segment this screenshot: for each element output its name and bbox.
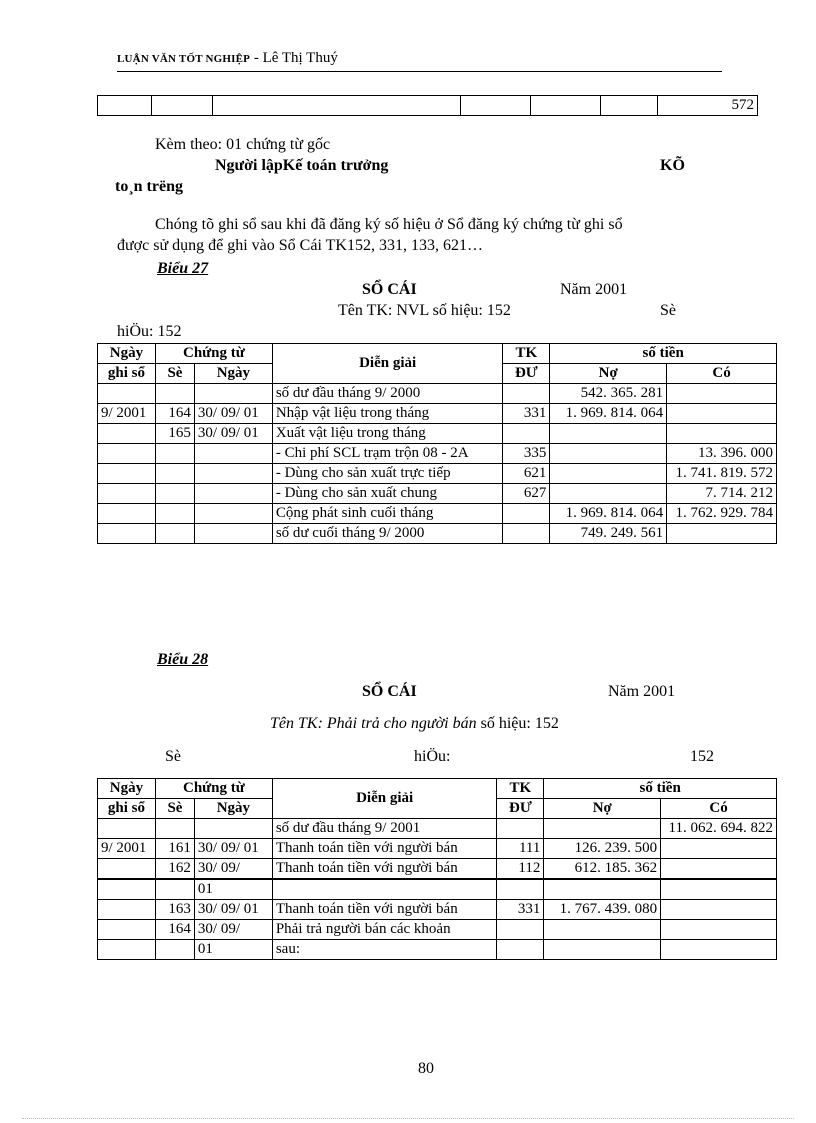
cell-no	[544, 819, 661, 839]
cell-date	[98, 504, 156, 524]
signature-right: KÕ	[660, 157, 685, 174]
cell-co	[661, 839, 777, 859]
cell-diengiai: Phải trả người bán các khoản	[272, 920, 497, 940]
cell-date	[98, 879, 156, 900]
bieu28-account-name: Tên TK: Phải trả cho người bán	[270, 715, 477, 732]
bieu27-so: Sè	[660, 302, 676, 319]
col-du-header: ĐƯ	[497, 799, 544, 819]
cell-tk	[497, 819, 544, 839]
bieu28-account-no: số hiệu: 152	[480, 715, 559, 732]
col-sotien-header: số tiền	[550, 344, 777, 364]
bieu28-table	[97, 778, 777, 960]
cell-no: 126. 239. 500	[544, 839, 661, 859]
cell-tk: 331	[503, 404, 550, 424]
cell-se: 164	[155, 404, 194, 424]
cell-ngay: 30/ 09/	[194, 859, 272, 880]
col-date-header2: ghi sổ	[98, 799, 156, 819]
cell-co: 1. 741. 819. 572	[667, 464, 777, 484]
col-tk-header: TK	[497, 779, 544, 799]
cell-tk	[503, 424, 550, 444]
cell-se	[155, 940, 194, 960]
cell-date	[98, 900, 156, 920]
cell-co	[661, 940, 777, 960]
table-row	[98, 464, 777, 484]
cell-se: 161	[155, 839, 194, 859]
cell-date	[98, 819, 156, 839]
cell-se	[155, 464, 194, 484]
cell-no: 542. 365. 281	[550, 384, 667, 404]
cell-co	[661, 900, 777, 920]
cell-ngay	[194, 524, 272, 544]
cell-tk: 112	[497, 859, 544, 880]
bieu28-account	[270, 715, 559, 733]
cell-no	[550, 444, 667, 464]
cell-date	[98, 384, 156, 404]
col-ngay-header: Ngày	[194, 364, 272, 384]
col-chungtu-header: Chứng từ	[155, 344, 272, 364]
col-chungtu-header: Chứng từ	[155, 779, 272, 799]
col-no-header: Nợ	[550, 364, 667, 384]
col-diengiai-header: Diễn giải	[272, 779, 497, 819]
cell-diengiai: - Dùng cho sản xuất chung	[272, 484, 503, 504]
cell-diengiai: Xuất vật liệu trong tháng	[272, 424, 503, 444]
cell-ngay: 30/ 09/	[194, 920, 272, 940]
cell-diengiai: Thanh toán tiền với người bán	[272, 859, 497, 880]
col-diengiai-header: Diễn giải	[272, 344, 503, 384]
col-du-header: ĐƯ	[503, 364, 550, 384]
cell-no	[550, 484, 667, 504]
cell-diengiai: Thanh toán tiền với người bán	[272, 839, 497, 859]
author: - Lê Thị Thuý	[253, 50, 338, 66]
cell-co: 11. 062. 694. 822	[661, 819, 777, 839]
bieu28-hieu-value: 152	[690, 748, 714, 765]
cell-diengiai: số dư đầu tháng 9/ 2000	[272, 384, 503, 404]
cell-ngay	[194, 464, 272, 484]
bieu27-title: SỔ CÁI	[362, 281, 417, 298]
cell-se	[155, 879, 194, 900]
cell-tk: 627	[503, 484, 550, 504]
table-row	[98, 900, 777, 920]
col-co-header: Có	[667, 364, 777, 384]
cell-no	[544, 940, 661, 960]
cell-co: 7. 714. 212	[667, 484, 777, 504]
cell-date	[98, 424, 156, 444]
bieu27-table	[97, 343, 777, 544]
bieu28-hieu: hiÖu:	[414, 748, 451, 765]
bieu27-year: Năm 2001	[560, 281, 628, 298]
cell-se	[155, 444, 194, 464]
cell-ngay: 30/ 09/ 01	[194, 404, 272, 424]
page-header	[117, 50, 338, 67]
col-sotien-header: số tiền	[544, 779, 777, 799]
cell-se: 165	[155, 424, 194, 444]
cell-tk: 111	[497, 839, 544, 859]
cell-diengiai: sau:	[272, 940, 497, 960]
cell-co	[667, 524, 777, 544]
cell-ngay	[194, 819, 272, 839]
cell-se	[155, 384, 194, 404]
cell-ngay	[194, 504, 272, 524]
cell-no: 1. 969. 814. 064	[550, 504, 667, 524]
cell-diengiai: số dư đầu tháng 9/ 2001	[272, 819, 497, 839]
cell-diengiai: Nhập vật liệu trong tháng	[272, 404, 503, 424]
cell-se	[155, 484, 194, 504]
table-row	[98, 404, 777, 424]
col-tk-header: TK	[503, 344, 550, 364]
cell-co	[667, 424, 777, 444]
cell-se	[155, 504, 194, 524]
bieu27-hieu: hiÖu: 152	[117, 323, 182, 340]
table-row	[98, 96, 758, 116]
cell-diengiai: - Dùng cho sản xuất trực tiếp	[272, 464, 503, 484]
cell-no	[550, 424, 667, 444]
table-row	[98, 920, 777, 940]
cell-co	[661, 920, 777, 940]
cell-se: 162	[155, 859, 194, 880]
table-row	[98, 384, 777, 404]
cell-ngay: 01	[194, 879, 272, 900]
col-co-header: Có	[661, 799, 777, 819]
cell-diengiai: Thanh toán tiền với người bán	[272, 900, 497, 920]
cell-diengiai: - Chi phí SCL trạm trộn 08 - 2A	[272, 444, 503, 464]
bieu28-so: Sè	[165, 748, 181, 765]
cell-date	[98, 920, 156, 940]
table-row	[98, 444, 777, 464]
paragraph-line2: được sử dụng để ghi vào Sổ Cái TK152, 331, 133, 621…	[117, 237, 483, 254]
table-row	[98, 424, 777, 444]
cell-date: 9/ 2001	[98, 839, 156, 859]
cell-ngay: 30/ 09/ 01	[194, 900, 272, 920]
cell-se: 164	[155, 920, 194, 940]
cell-value: 572	[658, 96, 758, 116]
cell-ngay	[194, 384, 272, 404]
page-number: 80	[418, 1060, 434, 1077]
bieu27-label: Biểu 27	[157, 260, 209, 277]
col-ngay-header: Ngày	[194, 799, 272, 819]
cell-tk	[503, 504, 550, 524]
table-row	[98, 879, 777, 900]
cell-date: 9/ 2001	[98, 404, 156, 424]
cell-co	[667, 384, 777, 404]
table-row	[98, 524, 777, 544]
signature-line: Người lậpKế toán trưởng	[215, 157, 389, 174]
col-date-header2: ghi sổ	[98, 364, 156, 384]
table-row	[98, 504, 777, 524]
cell-no: 612. 185. 362	[544, 859, 661, 880]
table-row	[98, 940, 777, 960]
cell-ngay: 01	[194, 940, 272, 960]
col-date-header: Ngày	[98, 779, 156, 799]
col-date-header: Ngày	[98, 344, 156, 364]
cell-tk	[503, 384, 550, 404]
cell-co: 13. 396. 000	[667, 444, 777, 464]
cell-no	[544, 879, 661, 900]
cell-se: 163	[155, 900, 194, 920]
col-no-header: Nợ	[544, 799, 661, 819]
cell-no: 1. 969. 814. 064	[550, 404, 667, 424]
table-row	[98, 839, 777, 859]
cell-tk: 331	[497, 900, 544, 920]
cell-date	[98, 484, 156, 504]
cell-co	[661, 879, 777, 900]
table-row	[98, 859, 777, 880]
cell-tk: 621	[503, 464, 550, 484]
cell-co: 1. 762. 929. 784	[667, 504, 777, 524]
cell-no	[544, 920, 661, 940]
header-rule	[117, 71, 722, 72]
cell-date	[98, 444, 156, 464]
cell-tk	[497, 920, 544, 940]
bieu28-year: Năm 2001	[608, 683, 676, 700]
bieu27-account: Tên TK: NVL số hiệu: 152	[338, 302, 511, 319]
attach-note: Kèm theo: 01 chứng từ gốc	[155, 136, 331, 153]
cell-tk: 335	[503, 444, 550, 464]
page-edge-divider	[22, 1118, 794, 1119]
top-table-fragment	[97, 95, 758, 116]
cell-ngay	[194, 444, 272, 464]
cell-ngay: 30/ 09/ 01	[194, 839, 272, 859]
cell-se	[155, 524, 194, 544]
cell-tk	[497, 940, 544, 960]
signature-line2: to¸n trëng	[115, 178, 183, 195]
cell-date	[98, 940, 156, 960]
bieu28-label: Biểu 28	[157, 651, 209, 668]
thesis-label: LUẬN VĂN TỐT NGHIỆP	[117, 53, 251, 65]
cell-ngay: 30/ 09/ 01	[194, 424, 272, 444]
cell-diengiai: Cộng phát sinh cuối tháng	[272, 504, 503, 524]
cell-diengiai	[272, 879, 497, 900]
paragraph-line1: Chóng tõ ghi sổ sau khi đã đăng ký số hiệu ở Sổ đăng ký chứng từ ghi sổ	[155, 216, 623, 233]
cell-tk	[503, 524, 550, 544]
cell-no: 749. 249. 561	[550, 524, 667, 544]
cell-date	[98, 859, 156, 880]
cell-diengiai: số dư cuối tháng 9/ 2000	[272, 524, 503, 544]
col-se-header: Sè	[155, 364, 194, 384]
cell-tk	[497, 879, 544, 900]
table-row	[98, 819, 777, 839]
cell-se	[155, 819, 194, 839]
col-se-header: Sè	[155, 799, 194, 819]
cell-co	[661, 859, 777, 880]
cell-date	[98, 464, 156, 484]
cell-no	[550, 464, 667, 484]
cell-ngay	[194, 484, 272, 504]
cell-co	[667, 404, 777, 424]
cell-no: 1. 767. 439. 080	[544, 900, 661, 920]
bieu28-title: SỔ CÁI	[362, 683, 417, 700]
cell-date	[98, 524, 156, 544]
table-row	[98, 484, 777, 504]
